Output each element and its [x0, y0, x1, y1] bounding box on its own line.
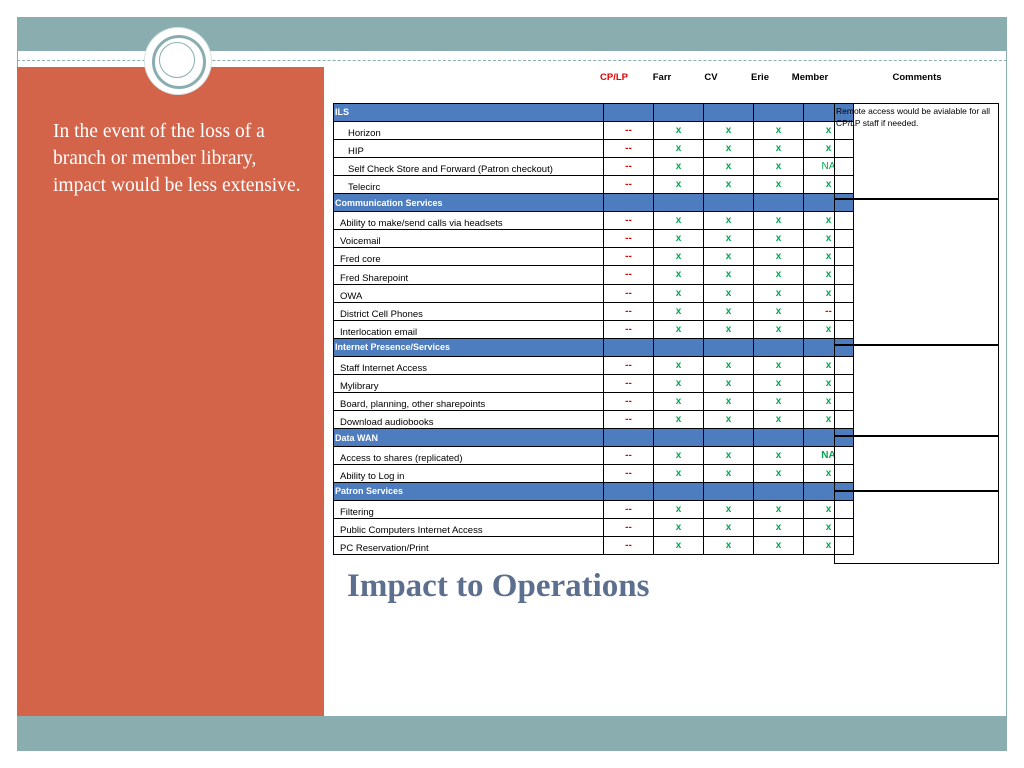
task-label: Staff Internet Access — [334, 356, 604, 374]
header-comments: Comments — [892, 72, 942, 83]
cell-farr — [654, 211, 704, 229]
status-mark: x — [725, 396, 732, 408]
status-mark: -- — [625, 305, 632, 317]
status-mark: x — [725, 160, 732, 172]
task-label: District Cell Phones — [334, 302, 604, 320]
table-row — [334, 266, 854, 284]
task-label: Horizon — [334, 121, 604, 139]
status-mark: x — [675, 251, 682, 263]
comment-ils: Remote access would be avialable for all CP/LP staff if needed. — [834, 103, 999, 199]
cell-cv — [704, 229, 754, 247]
cell-cplp — [604, 411, 654, 429]
status-mark: -- — [625, 521, 632, 533]
task-label: Mylibrary — [334, 374, 604, 392]
section-blank-cell — [604, 483, 654, 501]
section-blank-cell — [604, 429, 654, 447]
header-cplp: CP/LP — [600, 72, 628, 83]
status-mark: x — [825, 468, 832, 480]
status-mark: x — [775, 269, 782, 281]
cell-cv — [704, 284, 754, 302]
cell-farr — [654, 374, 704, 392]
table-row — [334, 518, 854, 536]
section-blank-cell — [654, 429, 704, 447]
cell-farr — [654, 176, 704, 194]
status-mark: -- — [625, 160, 632, 172]
cell-farr — [654, 284, 704, 302]
cell-cv — [704, 266, 754, 284]
status-mark: x — [725, 414, 732, 426]
status-mark: x — [725, 449, 732, 461]
section-header-internet — [334, 339, 854, 357]
cell-cplp — [604, 266, 654, 284]
section-blank-cell — [604, 194, 654, 212]
cell-cv — [704, 211, 754, 229]
section-blank-cell — [704, 194, 754, 212]
section-label: ILS — [334, 104, 604, 122]
status-mark: x — [775, 377, 782, 389]
status-mark: x — [675, 233, 682, 245]
table-row — [334, 229, 854, 247]
section-header-communication — [334, 194, 854, 212]
cell-cplp — [604, 302, 654, 320]
status-mark: x — [675, 396, 682, 408]
cell-cplp — [604, 465, 654, 483]
section-blank-cell — [754, 483, 804, 501]
cell-erie — [754, 302, 804, 320]
table-row — [334, 211, 854, 229]
task-label: Access to shares (replicated) — [334, 446, 604, 464]
table-row — [334, 176, 854, 194]
status-mark: x — [725, 214, 732, 226]
status-mark: x — [775, 521, 782, 533]
cell-cv — [704, 302, 754, 320]
status-mark: x — [775, 414, 782, 426]
status-mark: -- — [625, 540, 632, 552]
status-mark: x — [825, 179, 832, 191]
cell-farr — [654, 121, 704, 139]
cell-cv — [704, 465, 754, 483]
status-mark: -- — [625, 251, 632, 263]
task-label: HIP — [334, 139, 604, 157]
cell-cv — [704, 157, 754, 175]
cell-cv — [704, 356, 754, 374]
cell-cv — [704, 139, 754, 157]
comment-datawan — [834, 436, 999, 491]
status-mark: x — [725, 142, 732, 154]
cell-cv — [704, 320, 754, 338]
status-mark: x — [675, 305, 682, 317]
task-label: Telecirc — [334, 176, 604, 194]
slide-title: Impact to Operations — [347, 568, 650, 604]
section-label: Patron Services — [334, 483, 604, 501]
section-blank-cell — [604, 339, 654, 357]
cell-cplp — [604, 446, 654, 464]
table-row — [334, 465, 854, 483]
status-mark: x — [775, 540, 782, 552]
cell-cv — [704, 537, 754, 555]
impact-table — [333, 103, 854, 555]
cell-cv — [704, 374, 754, 392]
status-mark: -- — [625, 214, 632, 226]
status-mark: x — [825, 142, 832, 154]
status-mark: x — [675, 142, 682, 154]
status-mark: x — [775, 359, 782, 371]
status-mark: -- — [625, 503, 632, 515]
comment-communication — [834, 199, 999, 345]
cell-farr — [654, 302, 704, 320]
table-row — [334, 248, 854, 266]
status-mark: x — [675, 540, 682, 552]
table-row — [334, 320, 854, 338]
status-mark: x — [725, 521, 732, 533]
status-mark: x — [725, 251, 732, 263]
circle-ornament-inner-ring — [159, 42, 195, 78]
status-mark: x — [825, 124, 832, 136]
task-label: Fred Sharepoint — [334, 266, 604, 284]
cell-farr — [654, 320, 704, 338]
status-mark: x — [675, 179, 682, 191]
section-blank-cell — [754, 104, 804, 122]
task-label: Ability to Log in — [334, 465, 604, 483]
cell-cv — [704, 392, 754, 410]
header-erie: Erie — [751, 72, 769, 83]
cell-cv — [704, 176, 754, 194]
status-mark: x — [775, 251, 782, 263]
header-member: Member — [791, 72, 829, 83]
status-mark: x — [725, 323, 732, 335]
comment-patron — [834, 491, 999, 564]
section-blank-cell — [754, 194, 804, 212]
section-blank-cell — [604, 104, 654, 122]
cell-erie — [754, 320, 804, 338]
status-mark: x — [775, 142, 782, 154]
cell-farr — [654, 446, 704, 464]
section-blank-cell — [704, 429, 754, 447]
status-mark: x — [775, 323, 782, 335]
section-header-datawan — [334, 429, 854, 447]
cell-farr — [654, 248, 704, 266]
status-mark: x — [675, 323, 682, 335]
task-label: Ability to make/send calls via headsets — [334, 211, 604, 229]
section-blank-cell — [754, 429, 804, 447]
table-row — [334, 374, 854, 392]
table-row — [334, 139, 854, 157]
frame-right-edge — [1006, 17, 1007, 751]
status-mark: -- — [625, 323, 632, 335]
status-mark: -- — [625, 124, 632, 136]
section-label: Internet Presence/Services — [334, 339, 604, 357]
table-row — [334, 500, 854, 518]
section-header-patron — [334, 483, 854, 501]
cell-erie — [754, 248, 804, 266]
cell-farr — [654, 266, 704, 284]
status-mark: x — [775, 503, 782, 515]
cell-cv — [704, 518, 754, 536]
status-mark: x — [825, 377, 832, 389]
cell-cplp — [604, 518, 654, 536]
status-mark: x — [675, 377, 682, 389]
status-mark: -- — [625, 396, 632, 408]
cell-farr — [654, 537, 704, 555]
status-mark: x — [675, 359, 682, 371]
cell-erie — [754, 411, 804, 429]
status-mark: x — [825, 287, 832, 299]
section-blank-cell — [704, 339, 754, 357]
status-mark: x — [775, 287, 782, 299]
table-row — [334, 302, 854, 320]
status-mark: x — [825, 233, 832, 245]
cell-erie — [754, 284, 804, 302]
status-mark: x — [675, 214, 682, 226]
status-mark: x — [725, 377, 732, 389]
status-mark: x — [675, 449, 682, 461]
status-mark: x — [775, 160, 782, 172]
status-mark: x — [675, 124, 682, 136]
cell-erie — [754, 500, 804, 518]
section-label: Data WAN — [334, 429, 604, 447]
cell-erie — [754, 446, 804, 464]
cell-cplp — [604, 374, 654, 392]
cell-erie — [754, 211, 804, 229]
cell-erie — [754, 518, 804, 536]
status-mark: x — [725, 287, 732, 299]
status-mark: x — [775, 214, 782, 226]
cell-erie — [754, 392, 804, 410]
section-blank-cell — [654, 104, 704, 122]
cell-farr — [654, 356, 704, 374]
status-mark: -- — [625, 142, 632, 154]
cell-erie — [754, 157, 804, 175]
status-mark: x — [725, 305, 732, 317]
status-mark: x — [775, 449, 782, 461]
cell-erie — [754, 465, 804, 483]
status-mark: x — [775, 233, 782, 245]
status-mark: NA — [821, 449, 836, 461]
section-blank-cell — [654, 483, 704, 501]
cell-erie — [754, 374, 804, 392]
status-mark: x — [775, 396, 782, 408]
cell-erie — [754, 121, 804, 139]
cell-cplp — [604, 157, 654, 175]
cell-farr — [654, 518, 704, 536]
status-mark: -- — [625, 179, 632, 191]
status-mark: x — [725, 233, 732, 245]
status-mark: x — [825, 323, 832, 335]
status-mark: x — [825, 521, 832, 533]
table-row — [334, 392, 854, 410]
header-farr: Farr — [652, 72, 672, 83]
cell-farr — [654, 139, 704, 157]
status-mark: x — [725, 124, 732, 136]
cell-erie — [754, 537, 804, 555]
status-mark: x — [825, 503, 832, 515]
task-label: Self Check Store and Forward (Patron checkout) — [334, 157, 604, 175]
status-mark: x — [775, 305, 782, 317]
task-label: PC Reservation/Print — [334, 537, 604, 555]
comment-internet — [834, 345, 999, 436]
status-mark: x — [725, 269, 732, 281]
cell-farr — [654, 500, 704, 518]
status-mark: -- — [625, 377, 632, 389]
section-blank-cell — [704, 483, 754, 501]
status-mark: x — [825, 214, 832, 226]
table-row — [334, 411, 854, 429]
status-mark: -- — [625, 287, 632, 299]
status-mark: x — [675, 503, 682, 515]
section-blank-cell — [654, 339, 704, 357]
cell-farr — [654, 157, 704, 175]
table-row — [334, 157, 854, 175]
cell-cplp — [604, 392, 654, 410]
header-cv: CV — [704, 72, 718, 83]
status-mark: -- — [825, 305, 832, 317]
cell-erie — [754, 356, 804, 374]
cell-erie — [754, 229, 804, 247]
status-mark: x — [675, 521, 682, 533]
status-mark: x — [675, 287, 682, 299]
status-mark: x — [825, 396, 832, 408]
status-mark: x — [775, 179, 782, 191]
cell-cplp — [604, 139, 654, 157]
cell-cplp — [604, 320, 654, 338]
status-mark: x — [825, 269, 832, 281]
status-mark: x — [675, 160, 682, 172]
table-row — [334, 356, 854, 374]
status-mark: x — [825, 540, 832, 552]
task-label: Interlocation email — [334, 320, 604, 338]
status-mark: x — [675, 414, 682, 426]
table-row — [334, 121, 854, 139]
table-row — [334, 446, 854, 464]
cell-farr — [654, 411, 704, 429]
table-row — [334, 537, 854, 555]
cell-cplp — [604, 121, 654, 139]
cell-cv — [704, 248, 754, 266]
bottom-band — [17, 716, 1007, 751]
cell-cplp — [604, 356, 654, 374]
status-mark: x — [825, 251, 832, 263]
task-label: Board, planning, other sharepoints — [334, 392, 604, 410]
section-blank-cell — [754, 339, 804, 357]
section-blank-cell — [654, 194, 704, 212]
cell-farr — [654, 392, 704, 410]
cell-cv — [704, 411, 754, 429]
status-mark: -- — [625, 468, 632, 480]
cell-farr — [654, 229, 704, 247]
cell-cv — [704, 121, 754, 139]
status-mark: x — [725, 503, 732, 515]
cell-cplp — [604, 211, 654, 229]
status-mark: -- — [625, 414, 632, 426]
section-label: Communication Services — [334, 194, 604, 212]
section-blank-cell — [704, 104, 754, 122]
task-label: OWA — [334, 284, 604, 302]
task-label: Download audiobooks — [334, 411, 604, 429]
cell-cv — [704, 500, 754, 518]
cell-erie — [754, 266, 804, 284]
cell-cplp — [604, 284, 654, 302]
status-mark: x — [725, 540, 732, 552]
body-text: In the event of the loss of a branch or member library, impact would be less extensive. — [53, 121, 301, 196]
cell-cplp — [604, 500, 654, 518]
status-mark: x — [725, 468, 732, 480]
status-mark: x — [675, 468, 682, 480]
cell-erie — [754, 139, 804, 157]
status-mark: x — [725, 359, 732, 371]
cell-cplp — [604, 248, 654, 266]
cell-cplp — [604, 176, 654, 194]
task-label: Public Computers Internet Access — [334, 518, 604, 536]
section-header-ils — [334, 104, 854, 122]
cell-erie — [754, 176, 804, 194]
task-label: Voicemail — [334, 229, 604, 247]
table-row — [334, 284, 854, 302]
status-mark: x — [775, 124, 782, 136]
status-mark: x — [825, 414, 832, 426]
status-mark: x — [775, 468, 782, 480]
status-mark: -- — [625, 269, 632, 281]
task-label: Fred core — [334, 248, 604, 266]
status-mark: -- — [625, 359, 632, 371]
cell-cplp — [604, 537, 654, 555]
task-label: Filtering — [334, 500, 604, 518]
status-mark: x — [725, 179, 732, 191]
cell-cplp — [604, 229, 654, 247]
status-mark: -- — [625, 449, 632, 461]
status-mark: x — [825, 359, 832, 371]
status-mark: NA — [821, 160, 836, 172]
cell-cv — [704, 446, 754, 464]
cell-farr — [654, 465, 704, 483]
status-mark: x — [675, 269, 682, 281]
status-mark: -- — [625, 233, 632, 245]
